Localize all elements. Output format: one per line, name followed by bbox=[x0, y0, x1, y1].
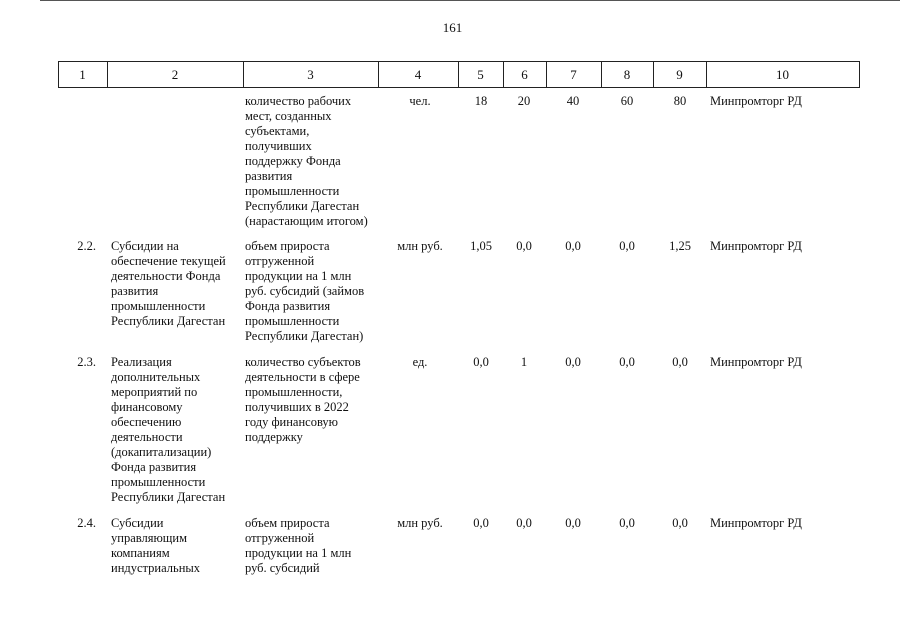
value-col-6: 0,0 bbox=[516, 516, 532, 530]
value-col-5: 18 bbox=[474, 94, 488, 108]
value-col-8: 0,0 bbox=[619, 239, 635, 253]
indicator-name: количество рабочих мест, созданных субъектами, получивших поддержку Фонда развития промышленности Республики Дагестан (нарастающим итогом) bbox=[245, 94, 368, 228]
header-cell-2: 2 bbox=[171, 67, 179, 82]
indicator-name: количество субъектов деятельности в сфере промышленности, получивших в 2022 году финансовую поддержку bbox=[245, 355, 361, 444]
event-name: Субсидии на обеспечение текущей деятельности Фонда развития промышленности Республики Дагестан bbox=[111, 239, 226, 328]
value-col-8: 60 bbox=[620, 94, 634, 108]
value-col-7: 0,0 bbox=[565, 355, 581, 369]
value-col-7: 0,0 bbox=[565, 239, 581, 253]
value-col-7: 40 bbox=[566, 94, 580, 108]
header-cell-3: 3 bbox=[307, 67, 314, 82]
page-number: 161 bbox=[442, 20, 463, 35]
header-cell-7: 7 bbox=[570, 67, 577, 82]
header-cell-4: 4 bbox=[414, 67, 422, 82]
row-number: 2.2. bbox=[77, 239, 96, 253]
event-name: Субсидии управляющим компаниям индустриальных bbox=[111, 516, 201, 575]
row-number: 2.4. bbox=[77, 516, 96, 530]
value-col-9: 0,0 bbox=[672, 516, 688, 530]
value-col-6: 1 bbox=[520, 355, 528, 369]
unit-of-measure: чел. bbox=[409, 94, 431, 108]
indicator-name: объем прироста отгруженной продукции на 1 млн руб. субсидий (займов Фонда развития промышленности Республики Дагестан) bbox=[245, 239, 365, 343]
unit-of-measure: млн руб. bbox=[397, 516, 443, 530]
value-col-5: 1,05 bbox=[470, 239, 492, 253]
header-cell-10: 10 bbox=[776, 67, 789, 82]
value-col-9: 80 bbox=[673, 94, 687, 108]
value-col-6: 0,0 bbox=[516, 239, 532, 253]
header-cell-9: 9 bbox=[676, 67, 683, 82]
header-cell-8: 8 bbox=[623, 67, 631, 82]
value-col-5: 0,0 bbox=[473, 516, 489, 530]
unit-of-measure: млн руб. bbox=[397, 239, 443, 253]
executor: Минпромторг РД bbox=[710, 355, 802, 369]
header-cell-1: 1 bbox=[79, 67, 86, 82]
header-bottom-rule bbox=[58, 87, 860, 88]
header-divider bbox=[859, 62, 860, 87]
value-col-9: 1,25 bbox=[669, 239, 691, 253]
page-top-edge bbox=[40, 0, 900, 1]
value-col-7: 0,0 bbox=[565, 516, 581, 530]
event-name: Реализация дополнительных мероприятий по финансовому обеспечению деятельности (докапитализации) Фонда развития промышленности Республики Дагестан bbox=[111, 355, 226, 504]
executor: Минпромторг РД bbox=[710, 94, 802, 108]
row-number: 2.3. bbox=[77, 355, 96, 369]
value-col-9: 0,0 bbox=[672, 355, 688, 369]
table-header-row bbox=[0, 62, 905, 87]
value-col-6: 20 bbox=[517, 94, 531, 108]
value-col-5: 0,0 bbox=[473, 355, 489, 369]
header-cell-5: 5 bbox=[477, 67, 484, 82]
unit-of-measure: ед. bbox=[412, 355, 428, 369]
value-col-8: 0,0 bbox=[619, 516, 635, 530]
header-cell-6: 6 bbox=[521, 67, 528, 82]
indicator-name: объем прироста отгруженной продукции на 1 млн руб. субсидий bbox=[245, 516, 352, 575]
executor: Минпромторг РД bbox=[710, 239, 802, 253]
executor: Минпромторг РД bbox=[710, 516, 802, 530]
value-col-8: 0,0 bbox=[619, 355, 635, 369]
